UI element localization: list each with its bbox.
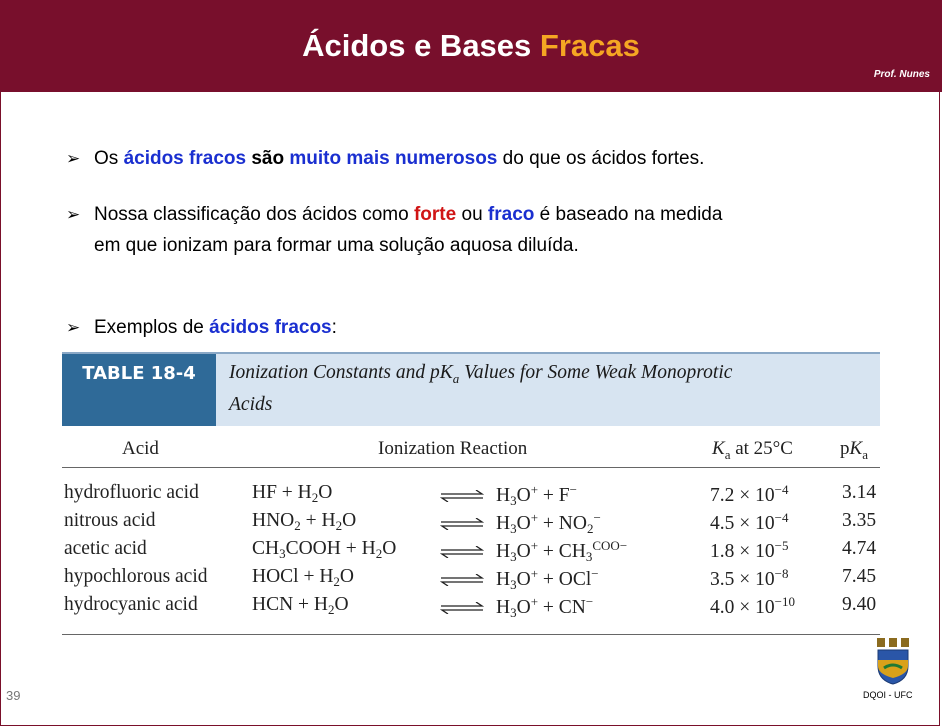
col-header-reaction: Ionization Reaction — [378, 438, 528, 459]
author-label: Prof. Nunes — [873, 69, 930, 80]
acid-name: nitrous acid — [64, 510, 156, 531]
ka-value: $4.0 \times 10^{-10}$ — [710, 594, 795, 618]
reaction-reactants: HCN + $H_2O$ — [252, 594, 349, 617]
arrow-bullet-icon: ➢ — [66, 318, 81, 337]
ka-value: $1.8 \times 10^{-5}$ — [710, 538, 789, 562]
equilibrium-arrow-icon — [440, 546, 484, 558]
university-crest-icon — [874, 636, 912, 686]
col-header-pka: $pK_a$ — [840, 438, 868, 462]
acid-name: hydrocyanic acid — [64, 594, 198, 615]
ka-value: $3.5 \times 10^{-8}$ — [710, 566, 789, 590]
reaction-reactants: $CH_3COOH + H_2O$ — [252, 538, 397, 561]
reaction-products: $H_3O^+ + CN^-$ — [496, 594, 594, 620]
reaction-products: $H_3O^+ + CH_3^{COO-}$ — [496, 538, 628, 564]
pka-value: 4.74 — [842, 538, 877, 559]
table-header-rule — [62, 467, 880, 468]
reaction-products: $H_3O^+ + NO_2^-$ — [496, 510, 601, 536]
acid-name: hypochlorous acid — [64, 566, 208, 587]
bullet-1: ➢ Os ácidos fracos são muito mais numerosos do que os ácidos fortes. — [66, 143, 704, 174]
table-bottom-rule — [62, 634, 880, 635]
arrow-bullet-icon: ➢ — [66, 149, 81, 168]
pka-value: 7.45 — [842, 566, 877, 587]
acid-name: hydrofluoric acid — [64, 482, 199, 503]
equilibrium-arrow-icon — [440, 518, 484, 530]
equilibrium-arrow-icon — [440, 602, 484, 614]
acid-name: acetic acid — [64, 538, 147, 559]
col-header-ka: $K_a$ at 25°C — [712, 438, 793, 462]
title-bar — [0, 0, 942, 92]
col-header-acid: Acid — [122, 438, 159, 459]
equilibrium-arrow-icon — [440, 490, 484, 502]
reaction-reactants: HOCl + $H_2O$ — [252, 566, 355, 589]
slide-title: Ácidos e Bases Fracas — [302, 28, 640, 63]
arrow-bullet-icon: ➢ — [66, 205, 81, 224]
pka-value: 9.40 — [842, 594, 877, 615]
pka-value: 3.14 — [842, 482, 877, 503]
reaction-reactants: $HNO_2 + H_2O$ — [252, 510, 357, 533]
bullet-3: ➢ Exemplos de ácidos fracos: — [66, 312, 337, 343]
equilibrium-arrow-icon — [440, 574, 484, 586]
page-number: 39 — [6, 688, 21, 703]
ka-value: $7.2 \times 10^{-4}$ — [710, 482, 789, 506]
reaction-products: $H_3O^+ + OCl^-$ — [496, 566, 599, 592]
pka-value: 3.35 — [842, 510, 877, 531]
logo-caption: DQOI - UFC — [863, 690, 913, 700]
table-caption: Ionization Constants and $pK_a$ Values for Some Weak Monoprotic Acids — [216, 354, 880, 426]
bullet-2: ➢ Nossa classificação dos ácidos como forte ou fraco é baseado na medida em que ionizam para formar uma solução aquosa diluída. — [66, 199, 722, 261]
reaction-products: $H_3O^+ + F^-$ — [496, 482, 577, 508]
table-label: TABLE 18-4 — [62, 354, 216, 426]
reaction-reactants: HF + $H_2O$ — [252, 482, 333, 505]
ka-value: $4.5 \times 10^{-4}$ — [710, 510, 789, 534]
